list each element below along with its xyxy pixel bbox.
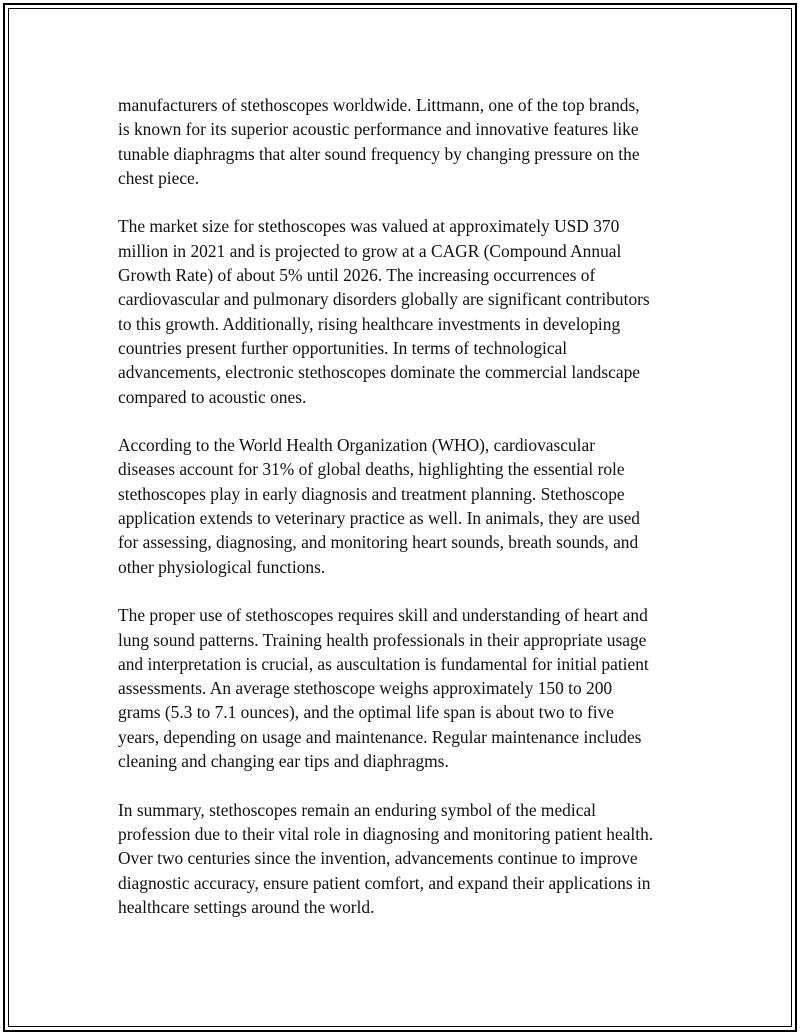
text-line: compared to acoustic ones.: [118, 386, 307, 407]
text-line: other physiological functions.: [118, 556, 326, 577]
text-line: Over two centuries since the invention, advancements continue to improve: [118, 848, 638, 869]
text-line: stethoscopes play in early diagnosis and treatment planning. Stethoscope: [118, 483, 625, 504]
text-line: advancements, electronic stethoscopes dominate the commercial landscape: [118, 362, 640, 383]
text-line: The proper use of stethoscopes requires skill and understanding of heart and: [118, 605, 648, 626]
text-line: years, depending on usage and maintenance. Regular maintenance includes: [118, 726, 642, 747]
text-line: healthcare settings around the world.: [118, 896, 375, 917]
text-line: In summary, stethoscopes remain an enduring symbol of the medical: [118, 799, 596, 820]
text-line: cardiovascular and pulmonary disorders globally are significant contributors: [118, 289, 650, 310]
text-line: assessments. An average stethoscope weighs approximately 150 to 200: [118, 678, 613, 699]
text-line: million in 2021 and is projected to grow at a CAGR (Compound Annual: [118, 240, 622, 261]
paragraph-proper-use: [118, 603, 698, 773]
text-line: to this growth. Additionally, rising healthcare investments in developing: [118, 313, 621, 334]
text-line: diseases account for 31% of global deaths, highlighting the essential role: [118, 459, 625, 480]
text-line: manufacturers of stethoscopes worldwide. Littmann, one of the top brands,: [118, 95, 640, 115]
text-line: chest piece.: [118, 167, 200, 188]
paragraph-who: [118, 433, 698, 579]
text-line: grams (5.3 to 7.1 ounces), and the optimal life span is about two to five: [118, 702, 615, 723]
text-line: is known for its superior acoustic performance and innovative features like: [118, 119, 639, 140]
text-line: application extends to veterinary practice as well. In animals, they are used: [118, 508, 640, 529]
text-line: According to the World Health Organization (WHO), cardiovascular: [118, 435, 596, 456]
text-line: diagnostic accuracy, ensure patient comfort, and expand their applications in: [118, 872, 651, 893]
paragraph-market-size: [118, 214, 698, 408]
text-line: Growth Rate) of about 5% until 2026. The increasing occurrences of: [118, 265, 596, 286]
paragraph-manufacturers: [118, 93, 698, 190]
document-body: [118, 93, 698, 943]
text-line: countries present further opportunities. In terms of technological: [118, 337, 568, 358]
text-line: lung sound patterns. Training health professionals in their appropriate usage: [118, 629, 647, 650]
text-line: profession due to their vital role in diagnosing and monitoring patient health.: [118, 823, 654, 844]
paragraph-summary: [118, 798, 698, 919]
text-line: for assessing, diagnosing, and monitoring heart sounds, breath sounds, and: [118, 532, 639, 553]
text-line: cleaning and changing ear tips and diaphragms.: [118, 751, 449, 772]
text-line: The market size for stethoscopes was valued at approximately USD 370: [118, 216, 620, 237]
text-line: and interpretation is crucial, as auscultation is fundamental for initial patient: [118, 653, 649, 674]
text-line: tunable diaphragms that alter sound frequency by changing pressure on the: [118, 143, 640, 164]
